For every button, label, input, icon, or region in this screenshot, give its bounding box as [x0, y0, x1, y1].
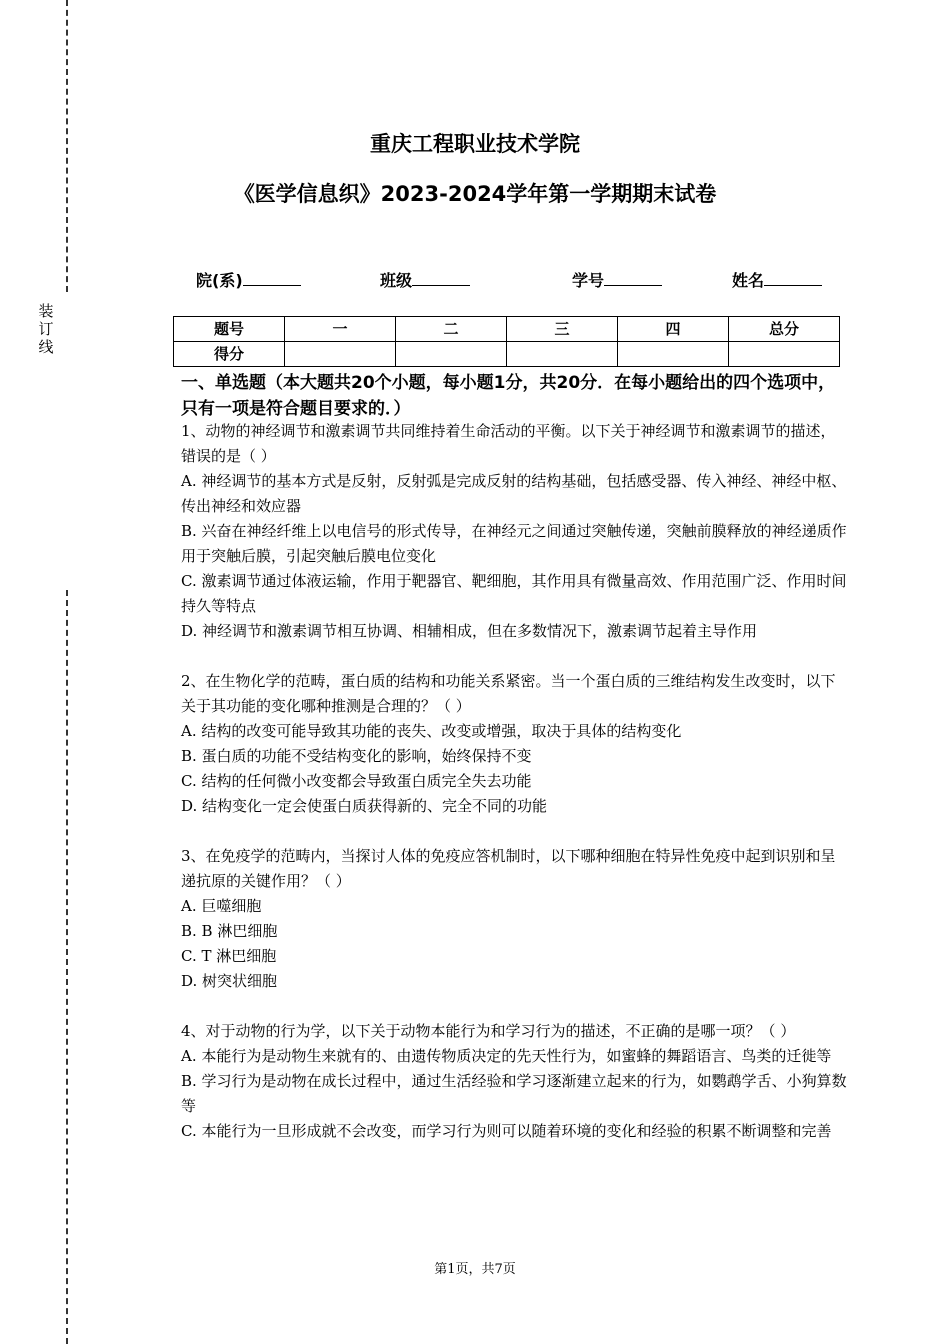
info-dept-label: 院(系) — [196, 271, 243, 290]
question-stem: 2、在生物化学的范畴，蛋白质的结构和功能关系紧密。当一个蛋白质的三维结构发生改变时，以下关于其功能的变化哪种推测是合理的？（ ） — [181, 672, 836, 715]
score-cell[interactable] — [618, 342, 729, 367]
page-footer: 第1页，共7页 — [434, 1262, 516, 1277]
score-cell[interactable] — [729, 342, 840, 367]
info-student-no — [572, 268, 662, 291]
question-list — [181, 419, 847, 1144]
score-cell[interactable] — [285, 342, 396, 367]
school-name: 重庆工程职业技术学院 — [370, 132, 580, 156]
score-header-cell: 一 — [285, 317, 396, 342]
question-option[interactable]: A. 本能行为是动物生来就有的、由遗传物质决定的先天性行为，如蜜蜂的舞蹈语言、鸟类的迁徙等 — [181, 1047, 832, 1065]
question-4 — [181, 1019, 847, 1144]
spacer — [181, 994, 847, 1019]
question-option[interactable]: B. 兴奋在神经纤维上以电信号的形式传导，在神经元之间通过突触传递，突触前膜释放的神经递质作用于突触后膜，引起突触后膜电位变化 — [181, 522, 847, 565]
question-stem: 1、动物的神经调节和激素调节共同维持着生命活动的平衡。以下关于神经调节和激素调节的描述，错误的是（ ） — [181, 422, 836, 465]
question-1 — [181, 419, 847, 644]
question-stem: 3、在免疫学的范畴内，当探讨人体的免疫应答机制时，以下哪种细胞在特异性免疫中起到识别和呈递抗原的关键作用？（ ） — [181, 847, 836, 890]
question-option[interactable]: D. 结构变化一定会使蛋白质获得新的、完全不同的功能 — [181, 797, 548, 815]
binding-label: 装订线 — [38, 302, 54, 356]
question-3 — [181, 844, 847, 994]
info-name-label: 姓名 — [732, 271, 765, 290]
question-option[interactable]: C. 激素调节通过体液运输，作用于靶器官、靶细胞，其作用具有微量高效、作用范围广泛、作用时间持久等特点 — [181, 572, 847, 615]
spacer — [181, 644, 847, 669]
exam-title: 《医学信息织》2023-2024学年第一学期期末试卷 — [233, 182, 717, 206]
info-class — [380, 268, 470, 291]
question-option[interactable]: B. 学习行为是动物在成长过程中，通过生活经验和学习逐渐建立起来的行为，如鹦鹉学舌、小狗算数等 — [181, 1072, 847, 1115]
question-option[interactable]: B. 蛋白质的功能不受结构变化的影响，始终保持不变 — [181, 747, 532, 765]
question-option[interactable]: B. B 淋巴细胞 — [181, 922, 278, 940]
dept-blank[interactable] — [243, 269, 301, 286]
score-header-cell: 四 — [618, 317, 729, 342]
question-option[interactable]: C. 结构的任何微小改变都会导致蛋白质完全失去功能 — [181, 772, 532, 790]
score-header-cell: 三 — [507, 317, 618, 342]
name-blank[interactable] — [764, 269, 822, 286]
info-student-no-label: 学号 — [572, 271, 605, 290]
score-cell[interactable] — [396, 342, 507, 367]
info-dept — [196, 268, 301, 291]
info-name — [732, 268, 822, 291]
student-no-blank[interactable] — [604, 269, 662, 286]
question-stem: 4、对于动物的行为学，以下关于动物本能行为和学习行为的描述，不正确的是哪一项？（ ） — [181, 1022, 796, 1040]
question-option[interactable]: A. 神经调节的基本方式是反射，反射弧是完成反射的结构基础，包括感受器、传入神经、神经中枢、传出神经和效应器 — [181, 472, 847, 515]
score-table-score-row — [174, 342, 840, 367]
class-blank[interactable] — [412, 269, 470, 286]
score-table-header-row — [174, 317, 840, 342]
score-table — [173, 316, 840, 367]
score-header-cell: 总分 — [729, 317, 840, 342]
question-option[interactable]: D. 树突状细胞 — [181, 972, 278, 990]
section-heading: 一、单选题（本大题共20个小题，每小题1分，共20分．在每小题给出的四个选项中，只有一项是符合题目要求的．） — [181, 373, 836, 419]
spacer — [181, 819, 847, 844]
question-2 — [181, 669, 847, 819]
score-cell[interactable] — [507, 342, 618, 367]
question-option[interactable]: C. T 淋巴细胞 — [181, 947, 277, 965]
question-option[interactable]: C. 本能行为一旦形成就不会改变，而学习行为则可以随着环境的变化和经验的积累不断调整和完善 — [181, 1122, 832, 1140]
question-option[interactable]: D. 神经调节和激素调节相互协调、相辅相成，但在多数情况下，激素调节起着主导作用 — [181, 622, 758, 640]
info-class-label: 班级 — [380, 271, 413, 290]
question-option[interactable]: A. 结构的改变可能导致其功能的丧失、改变或增强，取决于具体的结构变化 — [181, 722, 682, 740]
score-header-cell: 题号 — [174, 317, 285, 342]
score-header-cell: 二 — [396, 317, 507, 342]
score-row-label: 得分 — [174, 342, 285, 367]
question-option[interactable]: A. 巨噬细胞 — [181, 897, 262, 915]
binding-line-bottom — [66, 590, 68, 1344]
